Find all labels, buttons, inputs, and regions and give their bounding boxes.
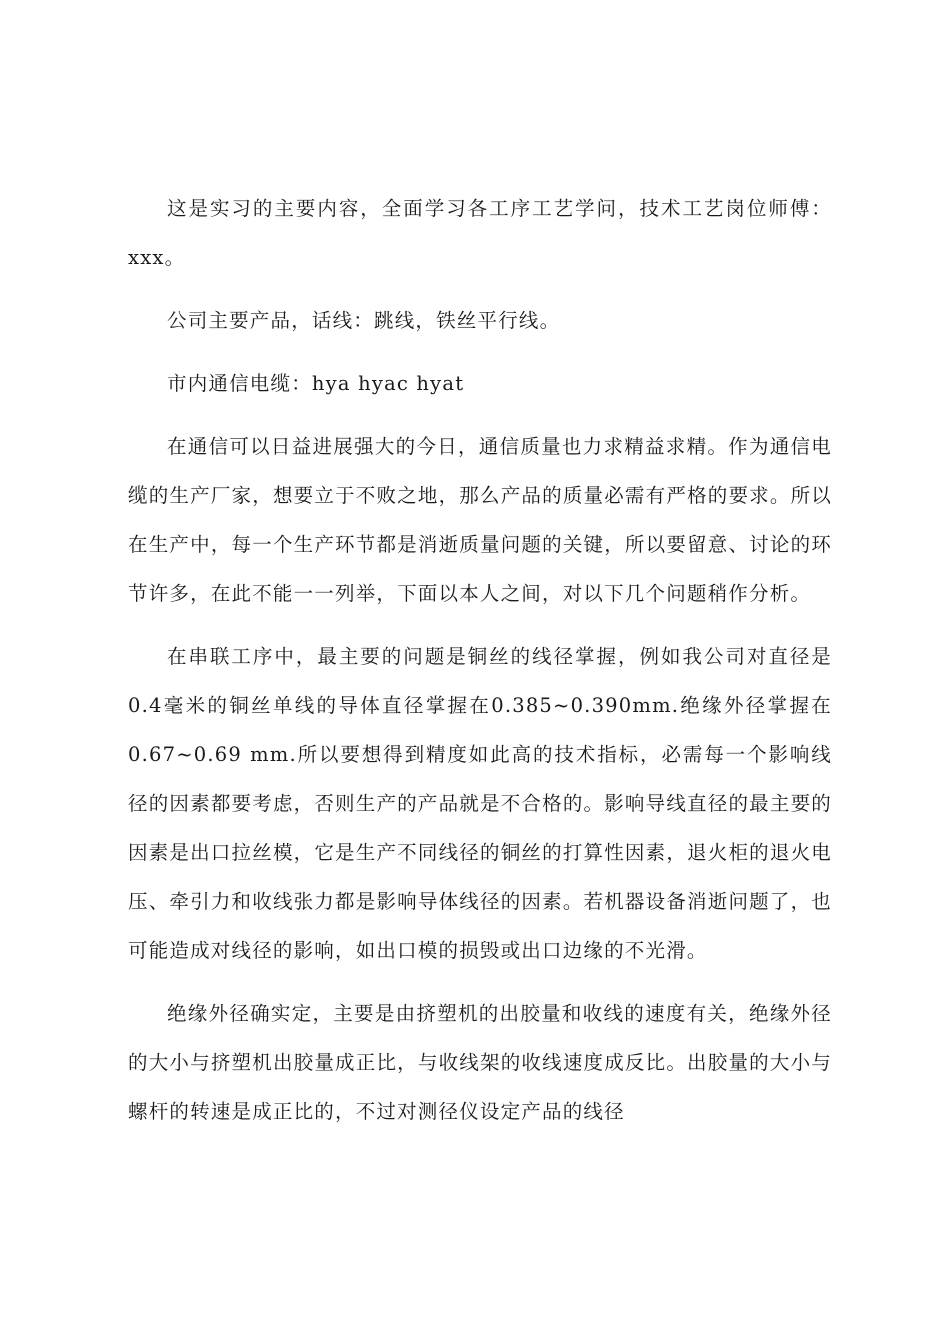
document-body (128, 184, 832, 1150)
paragraph-insulation-diameter: 绝缘外径确实定，主要是由挤塑机的出胶量和收线的速度有关，绝缘外径的大小与挤塑机出胶量成正比，与收线架的收线速度成反比。出胶量的大小与螺杆的转速是成正比的，不过对测径仪设定产品的线径 (128, 1002, 832, 1123)
paragraph-internship-content: 这是实习的主要内容，全面学习各工序工艺学问，技术工艺岗位师傅：xxx。 (128, 197, 832, 269)
paragraph-diameter-control: 在串联工序中，最主要的问题是铜丝的线径掌握，例如我公司对直径是0.4毫米的铜丝单线的导体直径掌握在0.385~0.390mm.绝缘外径掌握在0.67~0.69 mm.所以要想得到精度如此高的技术指标，必需每一个影响线径的因素都要考虑，否则生产的产品就是不合格的。影响导线直径的最主要的因素是出口拉丝模，它是生产不同线径的铜丝的打算性因素，退火柜的退火电压、牵引力和收线张力都是影响导体线径的因素。若机器设备消逝问题了，也可能造成对线径的影响，如出口模的损毁或出口边缘的不光滑。 (128, 645, 832, 962)
paragraph-local-cables: 市内通信电缆：hya hyac hyat (167, 372, 465, 395)
paragraph-quality-requirements: 在通信可以日益进展强大的今日，通信质量也力求精益求精。作为通信电缆的生产厂家，想要立于不败之地，那么产品的质量必需有严格的要求。所以在生产中，每一个生产环节都是消逝质量问题的关键，所以要留意、讨论的环节许多，在此不能一一列举，下面以本人之间，对以下几个问题稍作分析。 (128, 435, 832, 605)
paragraph-main-products: 公司主要产品，话线：跳线，铁丝平行线。 (167, 309, 561, 332)
